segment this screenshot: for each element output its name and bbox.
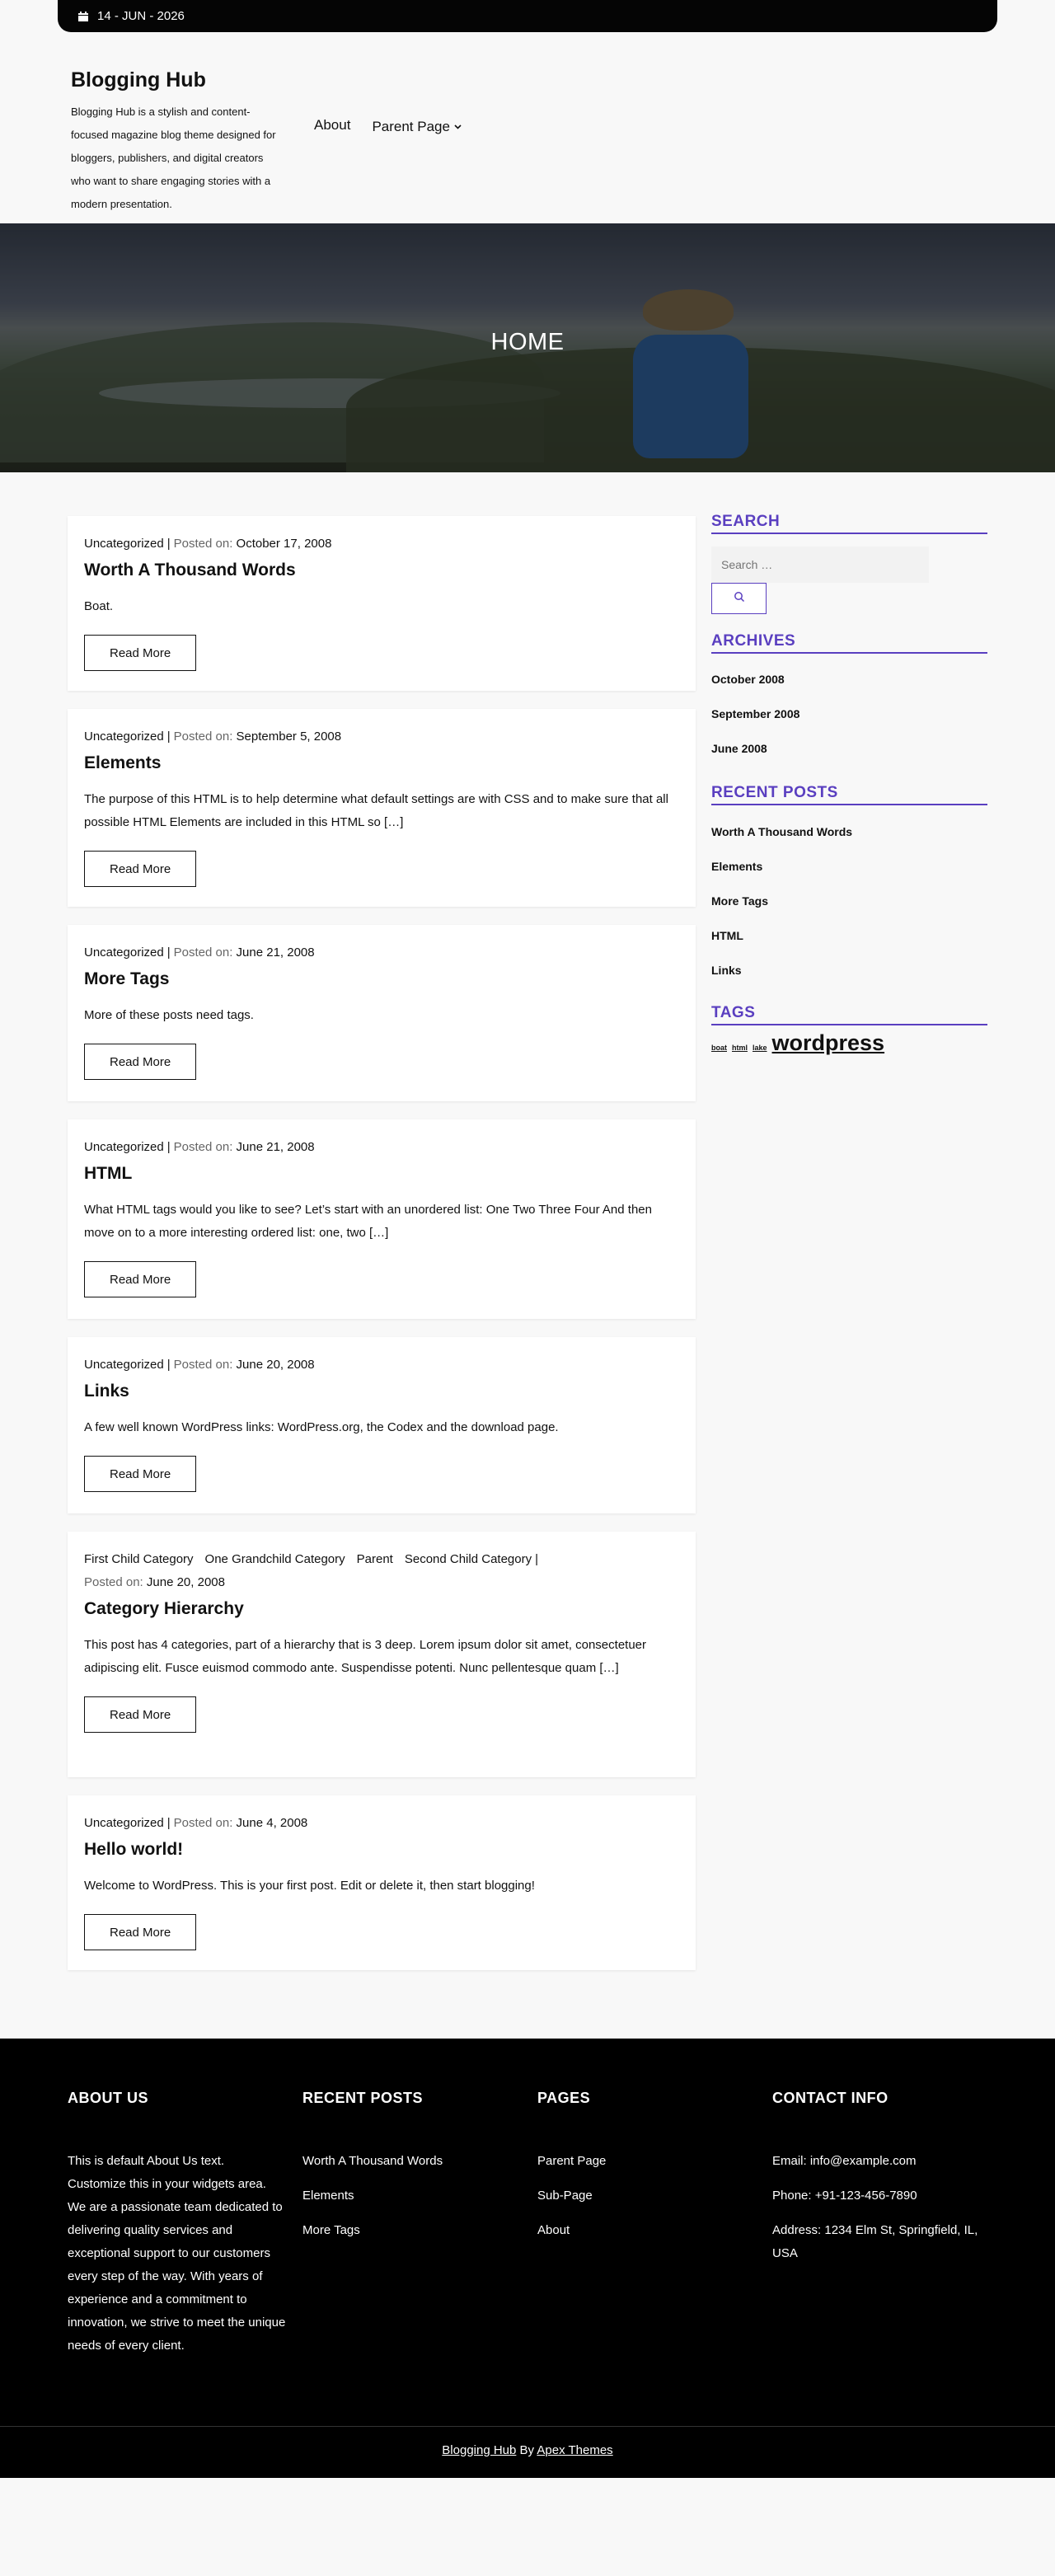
current-date: 14 - JUN - 2026 (97, 9, 185, 23)
site-footer (0, 2039, 1055, 2478)
footer-contact (772, 2090, 991, 2277)
search-button[interactable] (711, 583, 767, 614)
post-meta: Uncategorized | Posted on: June 4, 2008 (84, 1816, 308, 1830)
search-icon (734, 591, 745, 607)
read-more-button[interactable]: Read More (84, 851, 196, 887)
archive-link[interactable]: June 2008 (711, 742, 767, 755)
contact-address: Address: 1234 Elm St, Springfield, IL, USA (772, 2223, 978, 2260)
copyright-bar (0, 2426, 1055, 2478)
post-date[interactable]: October 17, 2008 (236, 537, 332, 551)
tags-widget-title: TAGS (711, 1004, 987, 1025)
credit-author-link[interactable]: Apex Themes (537, 2443, 613, 2457)
site-header (0, 32, 1055, 223)
post-category[interactable]: Second Child Category (404, 1552, 532, 1566)
recent-post-link[interactable]: More Tags (711, 894, 768, 908)
post-title[interactable]: Worth A Thousand Words (84, 561, 296, 579)
post-meta: Uncategorized | Posted on: June 21, 2008 (84, 945, 315, 960)
post-category[interactable]: Uncategorized (84, 1358, 164, 1372)
footer-link[interactable]: About (537, 2223, 570, 2237)
site-title[interactable]: Blogging Hub (71, 68, 206, 91)
post-date[interactable]: June 21, 2008 (236, 945, 315, 960)
post-date[interactable]: June 4, 2008 (236, 1816, 308, 1830)
recent-posts-widget-title: RECENT POSTS (711, 784, 987, 805)
archive-link[interactable]: October 2008 (711, 673, 785, 686)
post-date[interactable]: June 20, 2008 (236, 1358, 315, 1372)
read-more-button[interactable]: Read More (84, 635, 196, 671)
post-category[interactable]: Parent (356, 1552, 393, 1566)
hero-banner (0, 223, 1055, 472)
archives-widget-title: ARCHIVES (711, 632, 987, 654)
about-text: This is default About Us text. Customize this in your widgets area. We are a passionate team dedicated to delivering quality services and exceptional support to our customers every step of the way. With years of experience and a commitment to innovation, we strive to meet the unique needs of every client. (68, 2154, 286, 2353)
calendar-icon (77, 11, 89, 21)
post-card (68, 1795, 696, 1970)
tag-link[interactable]: html (732, 1044, 748, 1052)
search-input[interactable] (711, 547, 929, 583)
footer-heading: ABOUT US (68, 2090, 148, 2106)
post-date[interactable]: June 20, 2008 (146, 1575, 225, 1589)
site-description: Blogging Hub is a stylish and content-focused magazine blog theme designed for bloggers, publishers, and digital creators who want to share engaging stories with a modern presentation. (71, 106, 276, 210)
tag-link[interactable]: wordpress (771, 1030, 885, 1055)
read-more-button[interactable]: Read More (84, 1914, 196, 1950)
post-date[interactable]: June 21, 2008 (236, 1140, 315, 1154)
post-card (68, 925, 696, 1101)
post-excerpt: What HTML tags would you like to see? Let’s start with an unordered list: One Two Three Four And then move on to a more interesting ordered list: one, two […] (84, 1203, 652, 1240)
credit-site-link[interactable]: Blogging Hub (442, 2443, 517, 2457)
top-bar (58, 0, 997, 32)
post-card (68, 1119, 696, 1319)
post-excerpt: This post has 4 categories, part of a hierarchy that is 3 deep. Lorem ipsum dolor sit amet, consectetuer adipiscing elit. Fusce euismod commodo ante. Suspendisse potenti. Nunc pellentesque quam […] (84, 1638, 647, 1675)
post-category[interactable]: One Grandchild Category (204, 1552, 345, 1566)
tag-link[interactable]: boat (711, 1044, 727, 1052)
footer-link[interactable]: More Tags (302, 2223, 360, 2237)
post-meta: Uncategorized | Posted on: June 20, 2008 (84, 1358, 315, 1372)
page-title: HOME (490, 329, 565, 355)
post-title[interactable]: Links (84, 1382, 129, 1401)
read-more-button[interactable]: Read More (84, 1696, 196, 1733)
archive-link[interactable]: September 2008 (711, 707, 800, 720)
recent-post-link[interactable]: Elements (711, 860, 763, 873)
footer-heading: RECENT POSTS (302, 2090, 424, 2106)
post-excerpt: The purpose of this HTML is to help determine what default settings are with CSS and to make sure that all possible HTML Elements are included in this HTML so […] (84, 792, 668, 829)
recent-post-link[interactable]: Worth A Thousand Words (711, 825, 853, 838)
post-card (68, 1532, 696, 1777)
nav-item-about[interactable]: About (314, 117, 351, 133)
read-more-button[interactable]: Read More (84, 1456, 196, 1492)
nav-item-parent-page[interactable] (372, 117, 462, 135)
post-meta: Uncategorized | Posted on: June 21, 2008 (84, 1140, 315, 1154)
post-date[interactable]: September 5, 2008 (236, 730, 342, 744)
post-excerpt: Welcome to WordPress. This is your first post. Edit or delete it, then start blogging! (84, 1879, 535, 1893)
footer-heading: CONTACT INFO (772, 2090, 889, 2106)
recent-post-link[interactable]: Links (711, 964, 742, 977)
post-title[interactable]: Category Hierarchy (84, 1599, 244, 1618)
footer-about (68, 2090, 286, 2358)
post-meta: Uncategorized | Posted on: October 17, 2008 (84, 537, 332, 551)
post-title[interactable]: More Tags (84, 969, 170, 988)
post-meta: First Child Category One Grandchild Category Parent Second Child Category | Posted on: June 20, 2008 (84, 1552, 539, 1589)
footer-link[interactable]: Worth A Thousand Words (302, 2154, 443, 2168)
post-meta: Uncategorized | Posted on: September 5, 2008 (84, 730, 342, 744)
recent-post-link[interactable]: HTML (711, 929, 743, 942)
footer-heading: PAGES (537, 2090, 591, 2106)
contact-phone: Phone: +91-123-456-7890 (772, 2189, 917, 2203)
footer-link[interactable]: Sub-Page (537, 2189, 593, 2203)
read-more-button[interactable]: Read More (84, 1261, 196, 1297)
post-title[interactable]: HTML (84, 1164, 133, 1183)
post-category[interactable]: Uncategorized (84, 1140, 164, 1154)
post-category[interactable]: Uncategorized (84, 1816, 164, 1830)
footer-pages (537, 2090, 756, 2254)
tag-link[interactable]: lake (753, 1044, 767, 1052)
post-excerpt: More of these posts need tags. (84, 1008, 254, 1022)
main-nav (314, 117, 462, 135)
post-excerpt: Boat. (84, 599, 114, 613)
post-title[interactable]: Elements (84, 753, 162, 772)
footer-link[interactable]: Parent Page (537, 2154, 607, 2168)
tag-cloud (711, 1030, 884, 1056)
footer-recent-posts (302, 2090, 521, 2254)
footer-link[interactable]: Elements (302, 2189, 354, 2203)
post-excerpt: A few well known WordPress links: WordPress.org, the Codex and the download page. (84, 1420, 559, 1434)
search-widget-title: SEARCH (711, 513, 987, 534)
nav-item-label: Parent Page (372, 119, 450, 134)
contact-email: Email: info@example.com (772, 2154, 917, 2168)
chevron-down-icon (454, 117, 462, 134)
credit-by: By (519, 2443, 535, 2457)
post-title[interactable]: Hello world! (84, 1840, 184, 1859)
post-category[interactable]: Uncategorized (84, 537, 164, 551)
post-category[interactable]: Uncategorized (84, 945, 164, 960)
post-category[interactable]: First Child Category (84, 1552, 194, 1566)
post-card (68, 709, 696, 907)
post-category[interactable]: Uncategorized (84, 730, 164, 744)
read-more-button[interactable]: Read More (84, 1044, 196, 1080)
post-card (68, 1337, 696, 1513)
brand (71, 68, 285, 216)
post-card (68, 516, 696, 691)
